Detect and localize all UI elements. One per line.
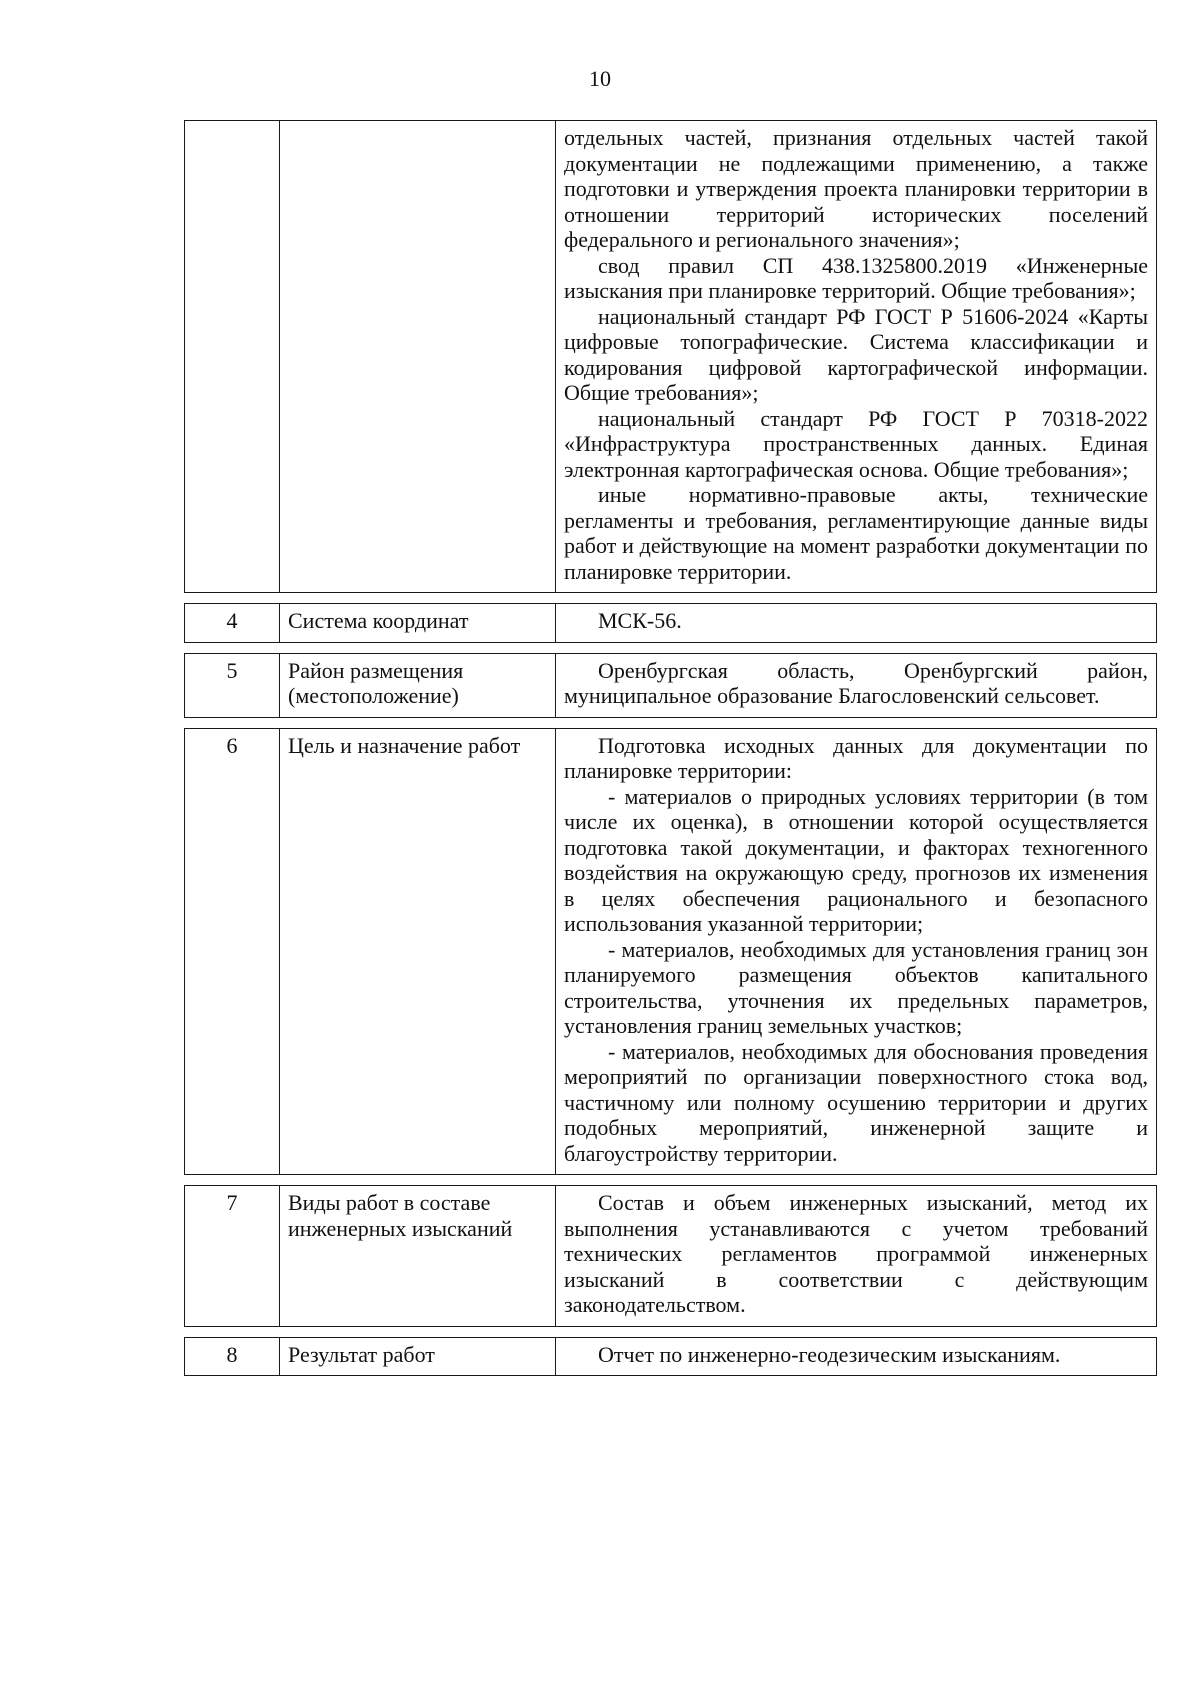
- table-row: [185, 604, 1157, 643]
- row-content: [556, 121, 1157, 593]
- row-label: Результат работ: [280, 1337, 556, 1376]
- page-number: 10: [589, 66, 611, 91]
- row-separator-cell: [185, 717, 280, 728]
- requirements-table: [184, 120, 1157, 1376]
- row-label: Виды работ в составе инженерных изысканий: [280, 1186, 556, 1327]
- row-separator-cell: [280, 1326, 556, 1337]
- row-number: [185, 121, 280, 593]
- row-separator-cell: [185, 593, 280, 604]
- content-paragraph: Отчет по инженерно-геодезическим изысканиям.: [598, 1341, 1061, 1367]
- content-paragraph: Оренбургская область, Оренбургский район, муниципальное образование Благословенский сельсовет.: [564, 657, 1148, 708]
- row-separator-cell: [280, 717, 556, 728]
- content-paragraph: - материалов, необходимых для обоснования проведения мероприятий по организации поверхностного стока вод, частичному или полному осушению территории и других подобных мероприятий, инженерной защите и благоустройству территории.: [564, 1038, 1148, 1166]
- row-number: 4: [185, 604, 280, 643]
- row-label: Система координат: [280, 604, 556, 643]
- content-paragraph: Состав и объем инженерных изысканий, метод их выполнения устанавливаются с учетом требований технических регламентов программой инженерных изысканий в соответствии с действующим законодательством.: [564, 1190, 1148, 1317]
- content-paragraph: - материалов, необходимых для установления границ зон планируемого размещения объектов капитального строительства, уточнения их предельных параметров, установления границ земельных участков;: [564, 936, 1148, 1038]
- row-separator: [185, 1326, 1157, 1337]
- requirements-table-body: [185, 121, 1157, 1376]
- row-content: [556, 653, 1157, 717]
- row-number: 7: [185, 1186, 280, 1327]
- row-separator-cell: [556, 1326, 1157, 1337]
- row-separator-cell: [185, 1326, 280, 1337]
- content-paragraph: свод правил СП 438.1325800.2019 «Инженерные изыскания при планировке территорий. Общие требования»;: [564, 252, 1148, 303]
- row-number: 5: [185, 653, 280, 717]
- content-paragraph: иные нормативно-правовые акты, технические регламенты и требования, регламентирующие данные виды работ и действующие на момент разработки документации по планировке территории.: [564, 482, 1148, 584]
- row-separator: [185, 593, 1157, 604]
- table-row: [185, 1337, 1157, 1376]
- row-number: 6: [185, 728, 280, 1175]
- row-separator-cell: [280, 1175, 556, 1186]
- table-row: [185, 728, 1157, 1175]
- content-paragraph: МСК-56.: [598, 608, 682, 633]
- row-label: [280, 121, 556, 593]
- row-separator-cell: [280, 642, 556, 653]
- row-number: 8: [185, 1337, 280, 1376]
- content-paragraph: отдельных частей, признания отдельных частей такой документации не подлежащими применению, а также подготовки и утверждения проекта планировки территории в отношении территорий исторических поселений федерального и регионального значения»;: [564, 125, 1148, 252]
- row-separator-cell: [185, 642, 280, 653]
- row-separator-cell: [556, 593, 1157, 604]
- row-label: Цель и назначение работ: [280, 728, 556, 1175]
- row-separator-cell: [185, 1175, 280, 1186]
- row-separator-cell: [280, 593, 556, 604]
- row-label: Район размещения (местоположение): [280, 653, 556, 717]
- row-content: [556, 728, 1157, 1175]
- row-separator-cell: [556, 642, 1157, 653]
- table-row: [185, 121, 1157, 593]
- row-content: [556, 1186, 1157, 1327]
- row-separator-cell: [556, 717, 1157, 728]
- content-paragraph: Подготовка исходных данных для документации по планировке территории:: [564, 732, 1148, 783]
- table-row: [185, 653, 1157, 717]
- row-separator: [185, 1175, 1157, 1186]
- row-separator: [185, 717, 1157, 728]
- content-paragraph: - материалов о природных условиях территории (в том числе их оценка), в отношении которой осуществляется подготовка такой документации, и факторах техногенного воздействия на окружающую среду, прогнозов их изменения в целях обеспечения рационального и безопасного использования указанной территории;: [564, 783, 1148, 936]
- row-content: [556, 1337, 1157, 1376]
- row-content: [556, 604, 1157, 643]
- row-separator-cell: [556, 1175, 1157, 1186]
- content-paragraph: национальный стандарт РФ ГОСТ Р 51606-2024 «Карты цифровые топографические. Система классификации и кодирования цифровой картографической информации. Общие требования»;: [564, 303, 1148, 405]
- content-paragraph: национальный стандарт РФ ГОСТ Р 70318-2022 «Инфраструктура пространственных данных. Единая электронная картографическая основа. Общие требования»;: [564, 405, 1148, 482]
- row-separator: [185, 642, 1157, 653]
- table-row: [185, 1186, 1157, 1327]
